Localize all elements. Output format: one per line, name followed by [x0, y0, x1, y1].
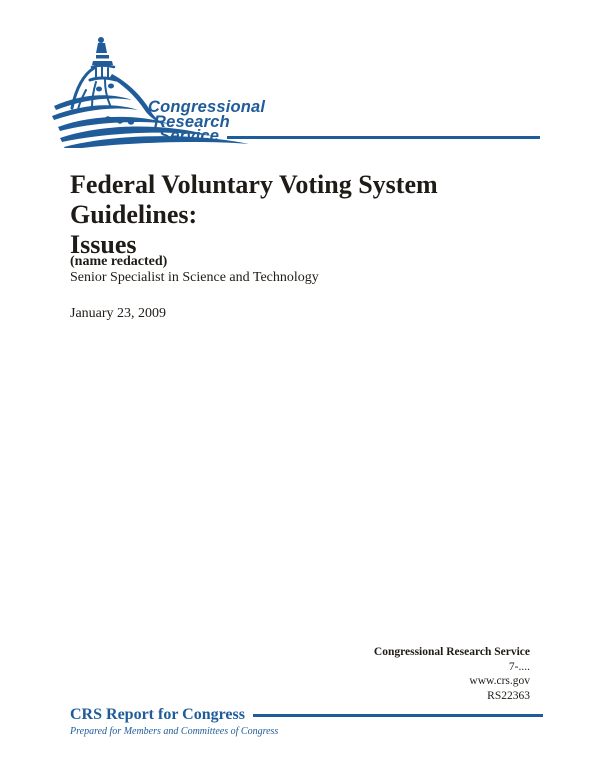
footer-report-number: RS22363: [487, 689, 530, 702]
logo-word-congressional: Congressional: [148, 98, 266, 116]
page-title-line-2: Issues: [70, 230, 137, 259]
page-title-line-1: Federal Voluntary Voting System Guidelines:: [70, 170, 438, 229]
footer-org: Congressional Research Service: [373, 646, 530, 658]
page-title: [70, 170, 540, 260]
logo-word-research: Research: [154, 112, 230, 131]
report-date: January 23, 2009: [70, 306, 167, 321]
author-block: [70, 254, 319, 286]
footer-info-block: [374, 645, 530, 703]
footer-website: www.crs.gov: [469, 675, 530, 687]
footer-tagline: Prepared for Members and Committees of Congress: [70, 726, 279, 737]
author-name: (name redacted): [70, 254, 168, 269]
logo-wordmark: [148, 100, 540, 144]
footer-banner: [70, 705, 543, 725]
logo-word-service-row: [159, 129, 540, 144]
footer-banner-rule: [253, 714, 543, 717]
logo-rule: [227, 136, 540, 139]
footer-banner-title: CRS Report for Congress: [70, 706, 245, 723]
footer-phone: 7-....: [508, 660, 530, 673]
logo-word-service: Service: [159, 127, 220, 145]
author-role: Senior Specialist in Science and Technology: [70, 270, 319, 285]
